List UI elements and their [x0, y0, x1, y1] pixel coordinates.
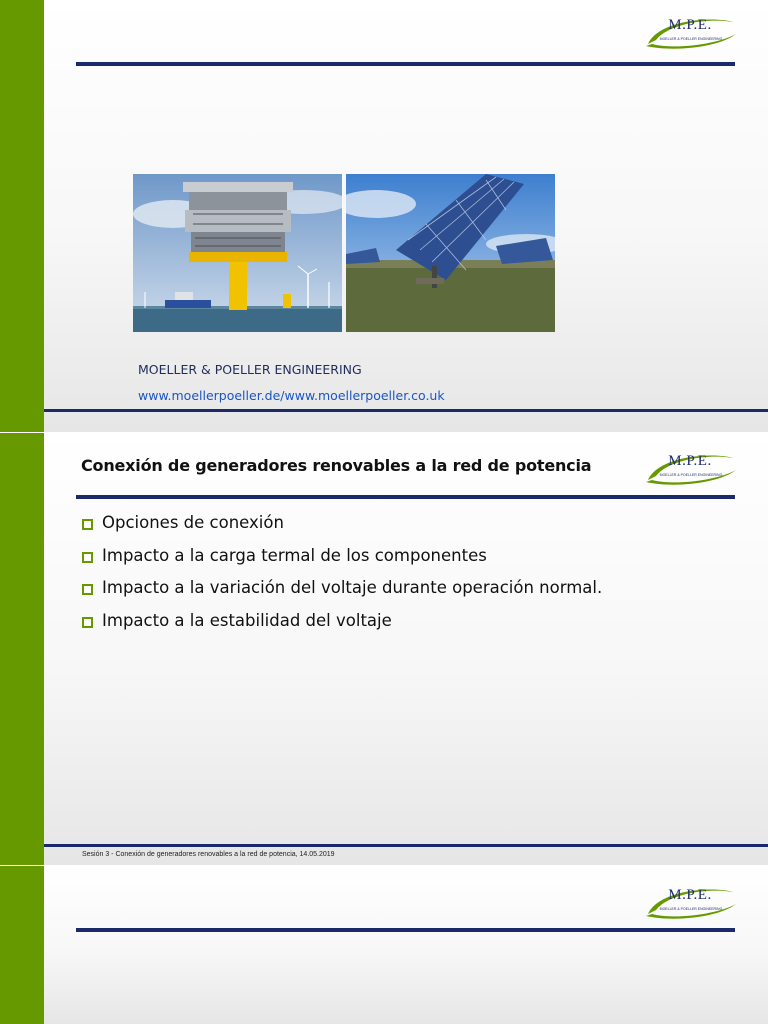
mpe-logo — [642, 884, 738, 922]
offshore-platform-photo — [133, 174, 342, 332]
green-side-bar — [0, 433, 44, 865]
slide-title: Conexión de generadores renovables a la red de potencia — [81, 456, 592, 475]
mpe-logo — [642, 450, 738, 488]
bullet-text: Impacto a la variación del voltaje durante operación normal. — [102, 578, 603, 597]
header-rule — [76, 62, 735, 66]
header-rule — [76, 928, 735, 932]
bullet-text: Impacto a la carga termal de los componentes — [102, 545, 487, 565]
logo-subtext: MOELLER & POELLER ENGINEERING — [659, 907, 723, 911]
solar-panels-photo — [346, 174, 555, 332]
company-name: MOELLER & POELLER ENGINEERING — [138, 362, 362, 377]
logo-subtext: MOELLER & POELLER ENGINEERING — [659, 37, 723, 41]
list-item — [82, 611, 602, 644]
green-side-bar — [0, 866, 44, 1024]
logo-subtext: MOELLER & POELLER ENGINEERING — [659, 473, 723, 477]
website-link[interactable]: www.moellerpoeller.de/www.moellerpoeller.co.uk — [138, 388, 445, 403]
list-item — [82, 513, 602, 546]
bullet-text: Opciones de conexión — [102, 513, 284, 532]
header-rule — [76, 495, 735, 499]
slide-bottom-rule — [44, 409, 768, 412]
list-item — [82, 546, 602, 579]
mpe-logo — [642, 14, 738, 52]
slide-1 — [0, 0, 768, 432]
slide-3 — [0, 866, 768, 1024]
square-bullet-icon — [82, 617, 93, 628]
slide-bottom-rule — [44, 844, 768, 847]
logo-text: M.P.E. — [668, 887, 712, 903]
logo-text: M.P.E. — [668, 17, 712, 33]
list-item — [82, 578, 602, 611]
green-side-bar — [0, 0, 44, 432]
slide-footer: Sesión 3 - Conexión de generadores renovables a la red de potencia, 14.05.2019 — [82, 851, 335, 858]
square-bullet-icon — [82, 519, 93, 530]
bullet-text: Impacto a la estabilidad del voltaje — [102, 610, 392, 630]
logo-text: M.P.E. — [668, 453, 712, 469]
square-bullet-icon — [82, 584, 93, 595]
square-bullet-icon — [82, 552, 93, 563]
bullet-list — [82, 513, 602, 643]
slide-2 — [0, 433, 768, 865]
